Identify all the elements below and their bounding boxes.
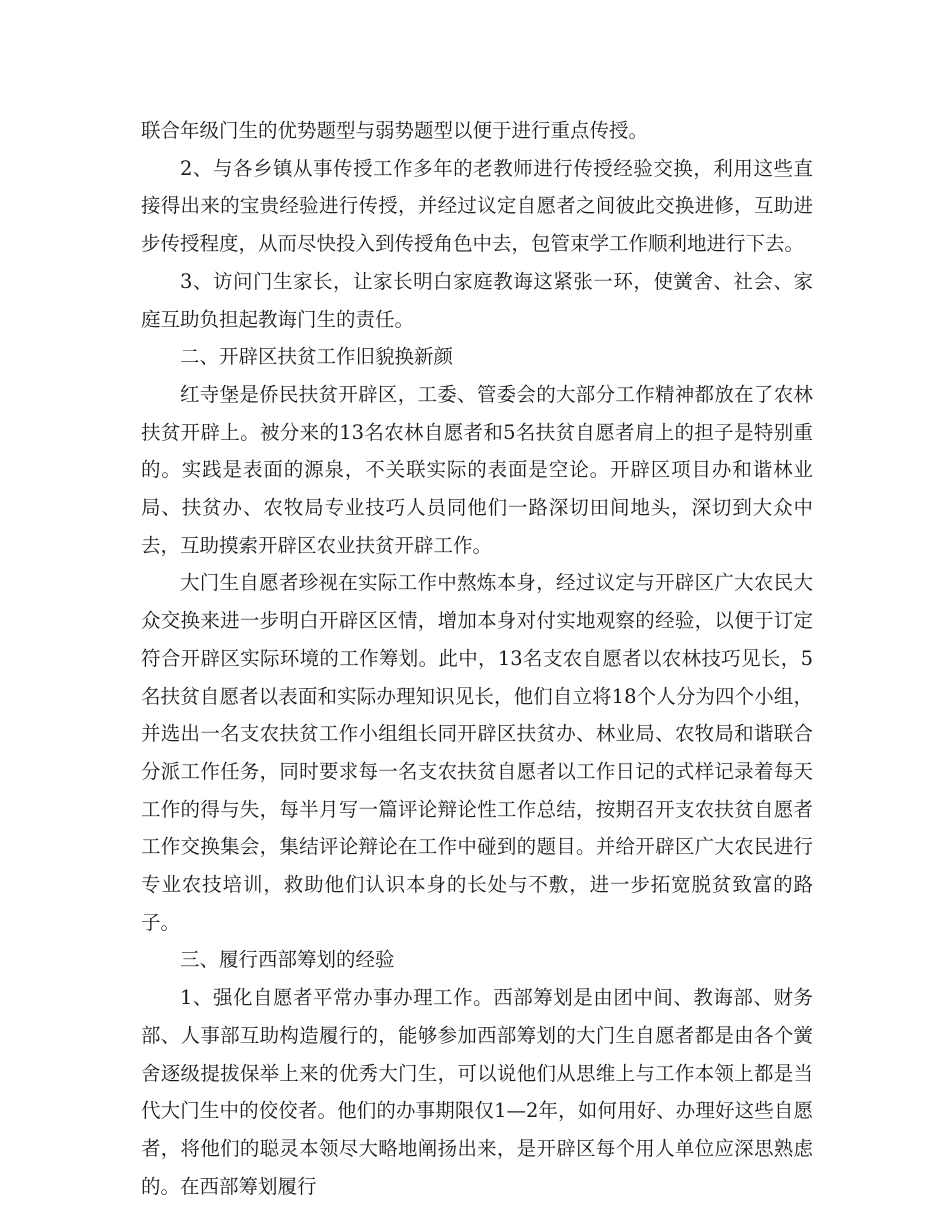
paragraph-item-2: 2、与各乡镇从事传授工作多年的老教师进行传授经验交换，利用这些直接得出来的宝贵经验进行传授，并经过议定自愿者之间彼此交换进修，互助进步传授程度，从而尽快投入到传授角色中去，包管束学工作顺利地进行下去。: [141, 156, 813, 256]
paragraph-western-plan: 1、强化自愿者平常办事办理工作。西部筹划是由团中间、教诲部、财务部、人事部互助构造履行的，能够参加西部筹划的大门生自愿者都是由各个黉舍逐级提拔保举上来的优秀大门生，可以说他们从思维上与工作本领上都是当代大门生中的佼佼者。他们的办事期限仅1—2年，如何用好、办理好这些自愿者，将他们的聪灵本领尽大略地阐扬出来，是开辟区每个用人单位应深思熟虑的。在西部筹划履行: [141, 986, 813, 1198]
paragraph-continuation: 联合年级门生的优势题型与弱势题型以便于进行重点传授。: [141, 119, 649, 142]
section-heading-3: 三、履行西部筹划的经验: [180, 948, 395, 972]
document-body: [141, 112, 813, 1205]
paragraph-volunteers: 大门生自愿者珍视在实际工作中熬炼本身，经过议定与开辟区广大农民大众交换来进一步明白开辟区区情，增加本身对付实地观察的经验，以便于订定符合开辟区实际环境的工作筹划。此中，13名支农自愿者以农林技巧见长，5名扶贫自愿者以表面和实际办理知识见长，他们自立将18个人分为四个小组，并选出一名支农扶贫工作小组组长同开辟区扶贫办、林业局、农牧局和谐联合分派工作任务，同时要求每一名支农扶贫自愿者以工作日记的式样记录着每天工作的得与失，每半月写一篇评论辩论性工作总结，按期召开支农扶贫自愿者工作交换集会，集结评论辩论在工作中碰到的题目。并给开辟区广大农民进行专业农技培训，救助他们认识本身的长处与不敷，进一步拓宽脱贫致富的路子。: [141, 571, 813, 934]
section-heading-2: 二、开辟区扶贫工作旧貌换新颜: [180, 345, 454, 369]
paragraph-item-3: 3、访问门生家长，让家长明白家庭教诲这紧张一环，使黉舍、社会、家庭互助负担起教诲门生的责任。: [141, 269, 813, 331]
paragraph-poverty-intro: 红寺堡是侨民扶贫开辟区，工委、管委会的大部分工作精神都放在了农林扶贫开辟上。被分来的13名农林自愿者和5名扶贫自愿者肩上的担子是特别重的。实践是表面的源泉，不关联实际的表面是空论。开辟区项目办和谐林业局、扶贫办、农牧局专业技巧人员同他们一路深切田间地头，深切到大众中去，互助摸索开辟区农业扶贫开辟工作。: [141, 382, 813, 557]
